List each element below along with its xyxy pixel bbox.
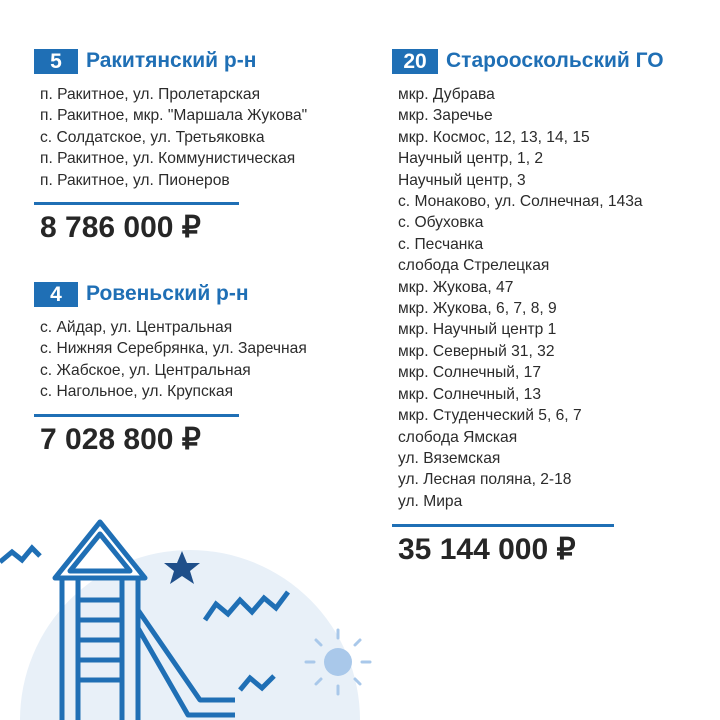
list-item: п. Ракитное, ул. Коммунистическая bbox=[40, 150, 296, 168]
list-item: мкр. Студенческий 5, 6, 7 bbox=[398, 407, 582, 425]
list-item: мкр. Солнечный, 13 bbox=[398, 385, 542, 403]
divider bbox=[34, 202, 239, 205]
list-item: п. Ракитное, ул. Пролетарская bbox=[40, 86, 261, 103]
list-item: ул. Мира bbox=[398, 492, 463, 510]
region-header bbox=[34, 48, 364, 74]
list-item: с. Солдатское, ул. Третьяковка bbox=[40, 128, 265, 146]
region-count-badge: 4 bbox=[34, 282, 78, 307]
list-item: мкр. Северный 31, 32 bbox=[398, 342, 555, 360]
amount-total: 8 786 000 ₽ bbox=[40, 211, 201, 245]
slide-icon bbox=[55, 522, 235, 720]
region-title: Ракитянский р-н bbox=[86, 49, 257, 72]
list-item: мкр. Жукова, 6, 7, 8, 9 bbox=[398, 300, 557, 318]
zigzag-icon bbox=[0, 548, 40, 562]
star-icon bbox=[164, 551, 200, 584]
region-header bbox=[34, 281, 364, 307]
sun-icon bbox=[306, 630, 370, 694]
list-item: с. Айдар, ул. Центральная bbox=[40, 319, 233, 337]
region-count-badge: 20 bbox=[392, 49, 438, 74]
list-item: с. Монаково, ул. Солнечная, 143а bbox=[398, 193, 643, 211]
left-column bbox=[34, 48, 364, 457]
list-item: п. Ракитное, ул. Пионеров bbox=[40, 171, 230, 189]
location-list bbox=[398, 84, 702, 512]
divider bbox=[392, 524, 614, 527]
zigzag-icon bbox=[205, 592, 288, 620]
zigzag-icon bbox=[240, 676, 274, 690]
region-title: Ровеньский р-н bbox=[86, 282, 249, 306]
region-section-rakityansky bbox=[34, 48, 364, 245]
divider bbox=[34, 414, 239, 417]
list-item: с. Песчанка bbox=[398, 235, 484, 253]
list-item: ул. Вяземская bbox=[398, 449, 501, 467]
list-item: с. Жабское, ул. Центральная bbox=[40, 361, 251, 379]
region-title: Старооскольский ГО bbox=[446, 49, 664, 72]
region-count-badge: 5 bbox=[34, 49, 78, 74]
list-item: п. Ракитное, мкр. "Маршала Жукова" bbox=[40, 107, 308, 125]
region-section-starooskolsky bbox=[392, 48, 702, 567]
background-circle bbox=[20, 550, 360, 720]
list-item: мкр. Космос, 12, 13, 14, 15 bbox=[398, 128, 590, 146]
list-item: ул. Лесная поляна, 2-18 bbox=[398, 471, 572, 489]
region-section-rovensky bbox=[34, 281, 364, 457]
list-item: слобода Стрелецкая bbox=[398, 257, 550, 275]
list-item: с. Нижняя Серебрянка, ул. Заречная bbox=[40, 340, 307, 358]
amount-total: 35 144 000 ₽ bbox=[398, 533, 576, 567]
location-list bbox=[40, 84, 364, 191]
list-item: Научный центр, 1, 2 bbox=[398, 150, 544, 168]
region-header bbox=[392, 48, 702, 74]
list-item: мкр. Заречье bbox=[398, 107, 493, 125]
list-item: с. Нагольное, ул. Крупская bbox=[40, 383, 234, 401]
list-item: Научный центр, 3 bbox=[398, 171, 526, 189]
list-item: мкр. Жукова, 47 bbox=[398, 278, 514, 296]
list-item: мкр. Научный центр 1 bbox=[398, 321, 557, 339]
list-item: с. Обуховка bbox=[398, 214, 484, 232]
list-item: мкр. Дубрава bbox=[398, 86, 495, 103]
right-column bbox=[392, 48, 702, 567]
list-item: слобода Ямская bbox=[398, 428, 518, 446]
amount-total: 7 028 800 ₽ bbox=[40, 422, 201, 456]
list-item: мкр. Солнечный, 17 bbox=[398, 364, 542, 382]
location-list bbox=[40, 317, 364, 403]
